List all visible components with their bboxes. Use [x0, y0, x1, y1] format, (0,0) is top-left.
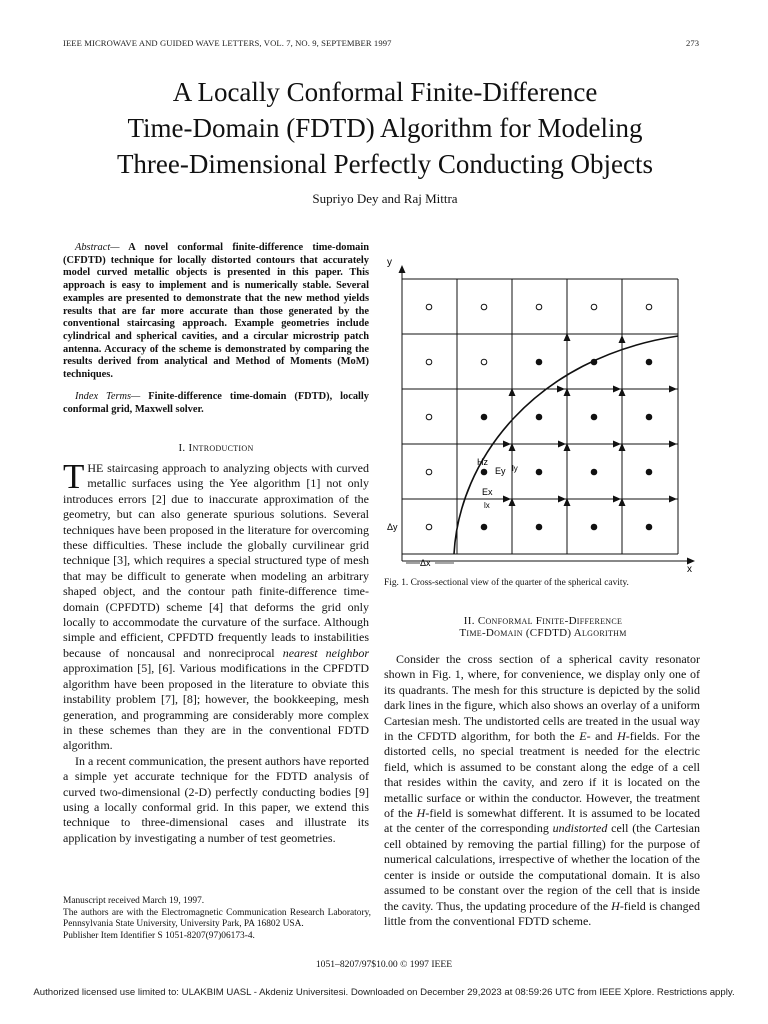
- abstract-text: A novel conformal finite-difference time-domain (CFDTD) technique for locally distorted contours that accurately model curved metallic objects is presented in this paper. This approach is easy to implement and is numerically stable. Several examples are presented to demonstrate that the new method yields results that are far more accurate than those generated by the conventional staircasing approach. Example geometries include cylindrical and spherical cavities, and a circular microstrip patch antenna. Accuracy of the scheme is demonstrated by comparing the results derived from analytical and Method of Moments (MoM) techniques.: [63, 242, 369, 381]
- ly-label: ly: [512, 464, 518, 473]
- section-heading-cfdtd: II. Conformal Finite-Difference Time-Domain (CFDTD) Algorithm: [459, 615, 627, 639]
- page-number: 273: [686, 38, 700, 48]
- delta-x-label: Δx: [420, 558, 431, 568]
- hz-label: Hz: [477, 457, 488, 467]
- y-axis-label: y: [387, 257, 392, 268]
- abstract-label: Abstract—: [75, 242, 120, 253]
- index-terms-label: Index Terms—: [75, 391, 141, 402]
- footnote: [63, 896, 371, 942]
- introduction-paragraph-2: In a recent communication, the present authors have reported a simple yet accurate technique for the FDTD analysis of curved two-dimensional (2-D) perfectly conducting bodies [9] using a locally conformal grid. In this paper, we extend this technique to three-dimensional cases and illustrate its application by investigating a number of test geometries.: [63, 753, 369, 845]
- cfdtd-paragraph-1: Consider the cross section of a spherical cavity resonator shown in Fig. 1, where, for convenience, we display only one of its quadrants. The mesh for this structure is depicted by the solid dark lines in the figure, which also shows an overlay of a uniform Cartesian mesh. The undistorted cells are treated in the usual way in the CFDTD algorithm, for both the E- and H-fields. For the distorted cells, no special treatment is needed for the electric field, which is assumed to be constant along the edge of a cell that resides within the cavity, and zero if it is located on the metallic surface or within the conductor. However, the treatment of the H-field is somewhat different. It is assumed to be located at the center of the corresponding undistorted cell (the Cartesian cell obtained by removing the partial filling) for the purpose of numerical calculations, irrespective of whether the location of the center is inside or outside the computational domain. It is also assumed to be constant over the region of the cell that is inside the cavity. Thus, the updating procedure of the H-field is changed little from the conventional FDTD scheme.: [384, 652, 701, 928]
- cfdtd-body: [384, 652, 700, 929]
- footnote-affiliation: The authors are with the Electromagnetic Communication Research Laboratory, Pennsylvania State University, University Park, PA 16802 USA.: [63, 907, 371, 930]
- footnote-received: Manuscript received March 19, 1997.: [63, 896, 205, 906]
- ex-field-arrows: [466, 389, 676, 499]
- ey-label: Ey: [495, 466, 506, 476]
- paper-title: [40, 74, 730, 182]
- footnote-pii: Publisher Item Identifier S 1051-8207(97)06173-4.: [63, 930, 255, 941]
- figure-1-caption: Fig. 1. Cross-sectional view of the quarter of the spherical cavity.: [384, 578, 629, 588]
- x-axis-label: x: [687, 564, 692, 575]
- introduction-paragraph-1: THE staircasing approach to analyzing objects with curved metallic surfaces using the Yee algorithm [1] not only introduces errors [2] due to inaccurate approximation of the geometry, but can also generate spurious solutions. Several techniques have been proposed in the literature for overcoming these difficulties. These include the globally curvilinear grid technique [3], which requires a special structured type of mesh that may be difficult to generate when modeling an arbitrary shaped object, and the contour path finite-difference time-domain (CPFDTD) scheme [4] that deforms the grid only locally to accommodate the curvature of the surface. Although simple and efficient, CPFDTD frequently leads to instabilities because of noncausal and nonreciprocal nearest neighbor approximation [5], [6]. Various modifications in the CPFDTD algorithm have been proposed in the literature to obviate this instability problem [7], [8]; however, the bookkeeping, mesh generation, and programming are considerably more complex in these schemes than they are in the conventional FDTD algorithm.: [63, 457, 369, 753]
- index-terms: [63, 391, 369, 416]
- running-header: IEEE MICROWAVE AND GUIDED WAVE LETTERS, VOL. 7, NO. 9, SEPTEMBER 1997: [63, 38, 392, 48]
- title-line-2: Time-Domain (FDTD) Algorithm for Modeling: [127, 113, 643, 143]
- index-terms-text: Finite-difference time-domain (FDTD), locally conformal grid, Maxwell solver.: [63, 391, 369, 415]
- title-line-3: Three-Dimensional Perfectly Conducting Objects: [116, 149, 654, 179]
- section-heading-introduction: I. Introduction: [178, 442, 254, 454]
- lx-label: lx: [484, 501, 490, 510]
- ex-label: Ex: [482, 487, 493, 497]
- drop-cap: T: [63, 457, 85, 496]
- copyright-line: 1051–8207/97$10.00 © 1997 IEEE: [315, 959, 453, 970]
- title-line-1: A Locally Conformal Finite-Difference: [172, 77, 598, 107]
- cavity-boundary-arc: [454, 336, 678, 554]
- delta-y-label: Δy: [387, 522, 398, 532]
- abstract: [63, 242, 369, 382]
- introduction-body: [63, 457, 369, 846]
- h-field-nodes: [426, 304, 652, 530]
- authors: Supriyo Dey and Raj Mittra: [312, 191, 458, 206]
- figure-1-diagram: [384, 250, 704, 575]
- license-notice: Authorized licensed use limited to: ULAKBIM UASL - Akdeniz Universitesi. Downloaded on December 29,2023 at 08:59:26 UTC from IEEE Xplore. Restrictions apply.: [33, 987, 735, 998]
